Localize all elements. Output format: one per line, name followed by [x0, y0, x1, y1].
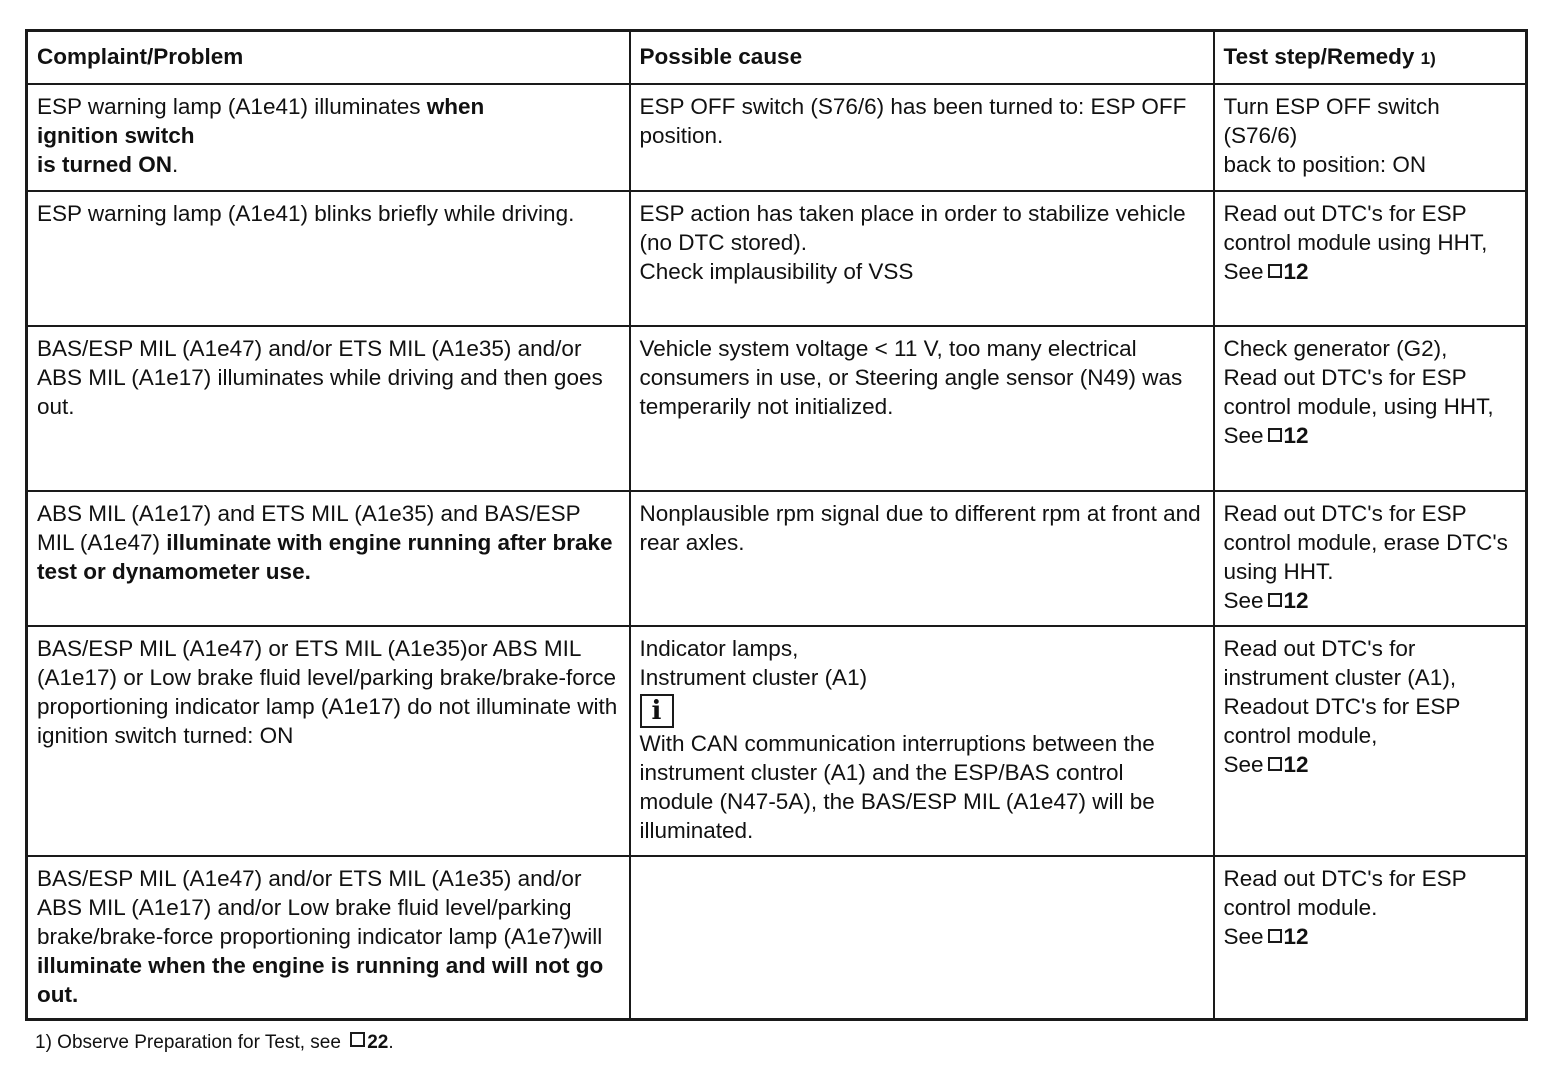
page-reference[interactable]: See 12 — [1223, 588, 1309, 613]
table-row — [27, 326, 1527, 491]
header-row — [27, 31, 1527, 85]
page-reference[interactable]: 22. — [346, 1032, 393, 1053]
page-ref-box-icon — [1268, 264, 1282, 278]
diagnosis-document — [25, 29, 1525, 1055]
cause-cell: Nonplausible rpm signal due to different rpm at front and rear axles. — [630, 491, 1214, 626]
page-reference[interactable]: See 12 — [1223, 924, 1309, 949]
page-ref-box-icon — [1268, 757, 1282, 771]
table-row — [27, 856, 1527, 1019]
table-row — [27, 191, 1527, 326]
table-row — [27, 491, 1527, 626]
complaint-cell: BAS/ESP MIL (A1e47) and/or ETS MIL (A1e35) and/or ABS MIL (A1e17) and/or Low brake fluid level/parking brake/brake-force proportioning indicator lamp (A1e7)will illuminate when the engine is running and will not go out. — [27, 856, 630, 1019]
remedy-cell: Read out DTC's for ESP control module, erase DTC's using HHT. See 12 — [1214, 491, 1527, 626]
footnote-marker: 1) — [1420, 49, 1436, 68]
page-ref-box-icon — [1268, 428, 1282, 442]
page-reference[interactable]: See 12 — [1223, 259, 1309, 284]
header-complaint: Complaint/Problem — [27, 31, 630, 85]
info-icon: i — [640, 694, 674, 728]
diagnosis-table — [25, 29, 1528, 1021]
complaint-cell: ESP warning lamp (A1e41) illuminates when ignition switch is turned ON. — [27, 84, 630, 191]
remedy-cell: Read out DTC's for ESP control module using HHT, See 12 — [1214, 191, 1527, 326]
cause-cell: ESP action has taken place in order to stabilize vehicle (no DTC stored). Check implausibility of VSS — [630, 191, 1214, 326]
cause-cell: ESP OFF switch (S76/6) has been turned to: ESP OFF position. — [630, 84, 1214, 191]
complaint-cell: BAS/ESP MIL (A1e47) and/or ETS MIL (A1e35) and/or ABS MIL (A1e17) illuminates while driving and then goes out. — [27, 326, 630, 491]
page-ref-box-icon — [1268, 593, 1282, 607]
footnote: 1) Observe Preparation for Test, see 22. — [35, 1031, 394, 1053]
cause-cell: Indicator lamps, Instrument cluster (A1) i With CAN communication interruptions between the instrument cluster (A1) and the ESP/BAS control module (N47-5A), the BAS/ESP MIL (A1e47) will be illuminated. — [630, 626, 1214, 856]
header-remedy — [1214, 31, 1527, 85]
cause-cell — [630, 856, 1214, 1019]
remedy-cell: Read out DTC's for instrument cluster (A1), Readout DTC's for ESP control module, See 12 — [1214, 626, 1527, 856]
page-ref-box-icon — [1268, 929, 1282, 943]
cause-cell: Vehicle system voltage < 11 V, too many electrical consumers in use, or Steering angle sensor (N49) was temperarily not initialized. — [630, 326, 1214, 491]
complaint-cell: ESP warning lamp (A1e41) blinks briefly while driving. — [27, 191, 630, 326]
header-remedy-label: Test step/Remedy — [1223, 44, 1415, 69]
page-ref-box-icon — [350, 1032, 365, 1047]
remedy-cell: Turn ESP OFF switch (S76/6) back to position: ON — [1214, 84, 1527, 191]
page-reference[interactable]: See 12 — [1223, 752, 1309, 777]
complaint-cell: ABS MIL (A1e17) and ETS MIL (A1e35) and BAS/ESP MIL (A1e47) illuminate with engine running after brake test or dynamometer use. — [27, 491, 630, 626]
header-cause: Possible cause — [630, 31, 1214, 85]
page-reference[interactable]: See 12 — [1223, 423, 1309, 448]
complaint-cell: BAS/ESP MIL (A1e47) or ETS MIL (A1e35)or ABS MIL (A1e17) or Low brake fluid level/parking brake/brake-force proportioning indicator lamp (A1e17) do not illuminate with ignition switch turned: ON — [27, 626, 630, 856]
remedy-cell: Read out DTC's for ESP control module. See 12 — [1214, 856, 1527, 1019]
remedy-cell: Check generator (G2), Read out DTC's for ESP control module, using HHT, See 12 — [1214, 326, 1527, 491]
table-row — [27, 626, 1527, 856]
table-row — [27, 84, 1527, 191]
